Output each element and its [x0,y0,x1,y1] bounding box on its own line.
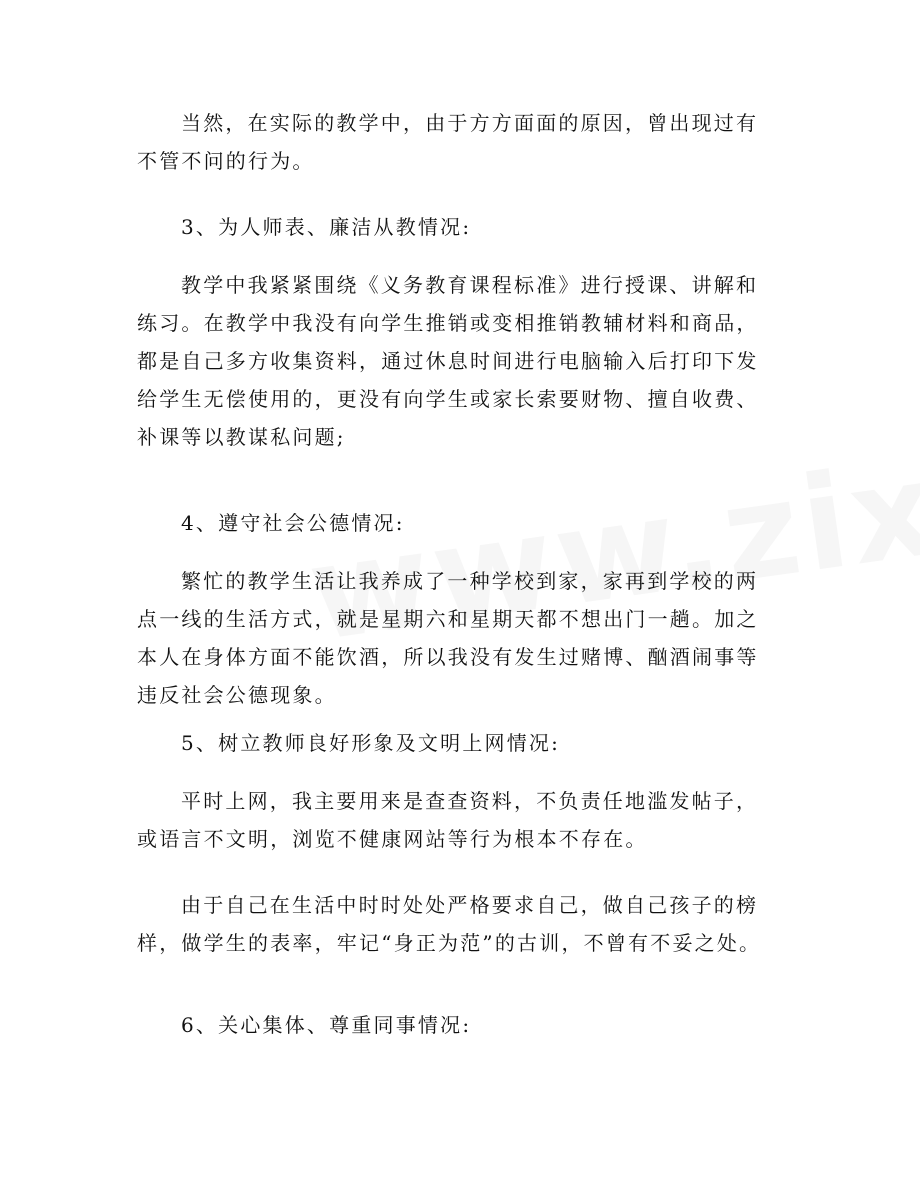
text-line: 违反社会公德现象。 [137,683,337,707]
text-line: 本人在身体方面不能饮酒，所以我没有发生过赌博、酗酒闹事等 [137,645,759,669]
heading-4 [137,504,797,542]
text-line: 3、为人师表、廉洁从教情况: [181,215,472,239]
heading-6 [137,1006,797,1044]
paragraph-5 [137,886,797,962]
paragraph-1 [137,104,797,180]
text-line: 繁忙的教学生活让我养成了一种学校到家，家再到学校的两 [181,569,759,593]
text-line: 点一线的生活方式，就是星期六和星期天都不想出门一趟。加之 [137,607,759,631]
text-line: 不管不问的行为。 [137,149,315,173]
paragraph-3 [137,562,797,714]
heading-3 [137,208,797,246]
text-line: 平时上网，我主要用来是查查资料，不负责任地滥发帖子， [181,789,759,813]
text-line: 都是自己多方收集资料，通过休息时间进行电脑输入后打印下发 [137,349,759,373]
text-line: 补课等以教谋私问题; [137,425,346,449]
text-line: 当然，在实际的教学中，由于方方面面的原因，曾出现过有 [181,111,759,135]
text-line: 给学生无偿使用的，更没有向学生或家长索要财物、擅自收费、 [137,387,759,411]
text-line: 由于自己在生活中时时处处严格要求自己，做自己孩子的榜 [181,893,759,917]
text-line: 5、树立教师良好形象及文明上网情况: [181,731,561,755]
text-line: 教学中我紧紧围绕《义务教育课程标准》进行授课、讲解和 [181,273,759,297]
heading-5 [137,724,797,762]
paragraph-4 [137,782,797,858]
text-line: 4、遵守社会公德情况: [181,511,405,535]
text-line: 样，做学生的表率，牢记“身正为范”的古训，不曾有不妥之处。 [137,931,762,955]
paragraph-2 [137,266,797,456]
text-line: 6、关心集体、尊重同事情况: [181,1013,472,1037]
text-line: 或语言不文明，浏览不健康网站等行为根本不存在。 [137,827,648,851]
text-line: 练习。在教学中我没有向学生推销或变相推销教辅材料和商品， [137,311,759,335]
